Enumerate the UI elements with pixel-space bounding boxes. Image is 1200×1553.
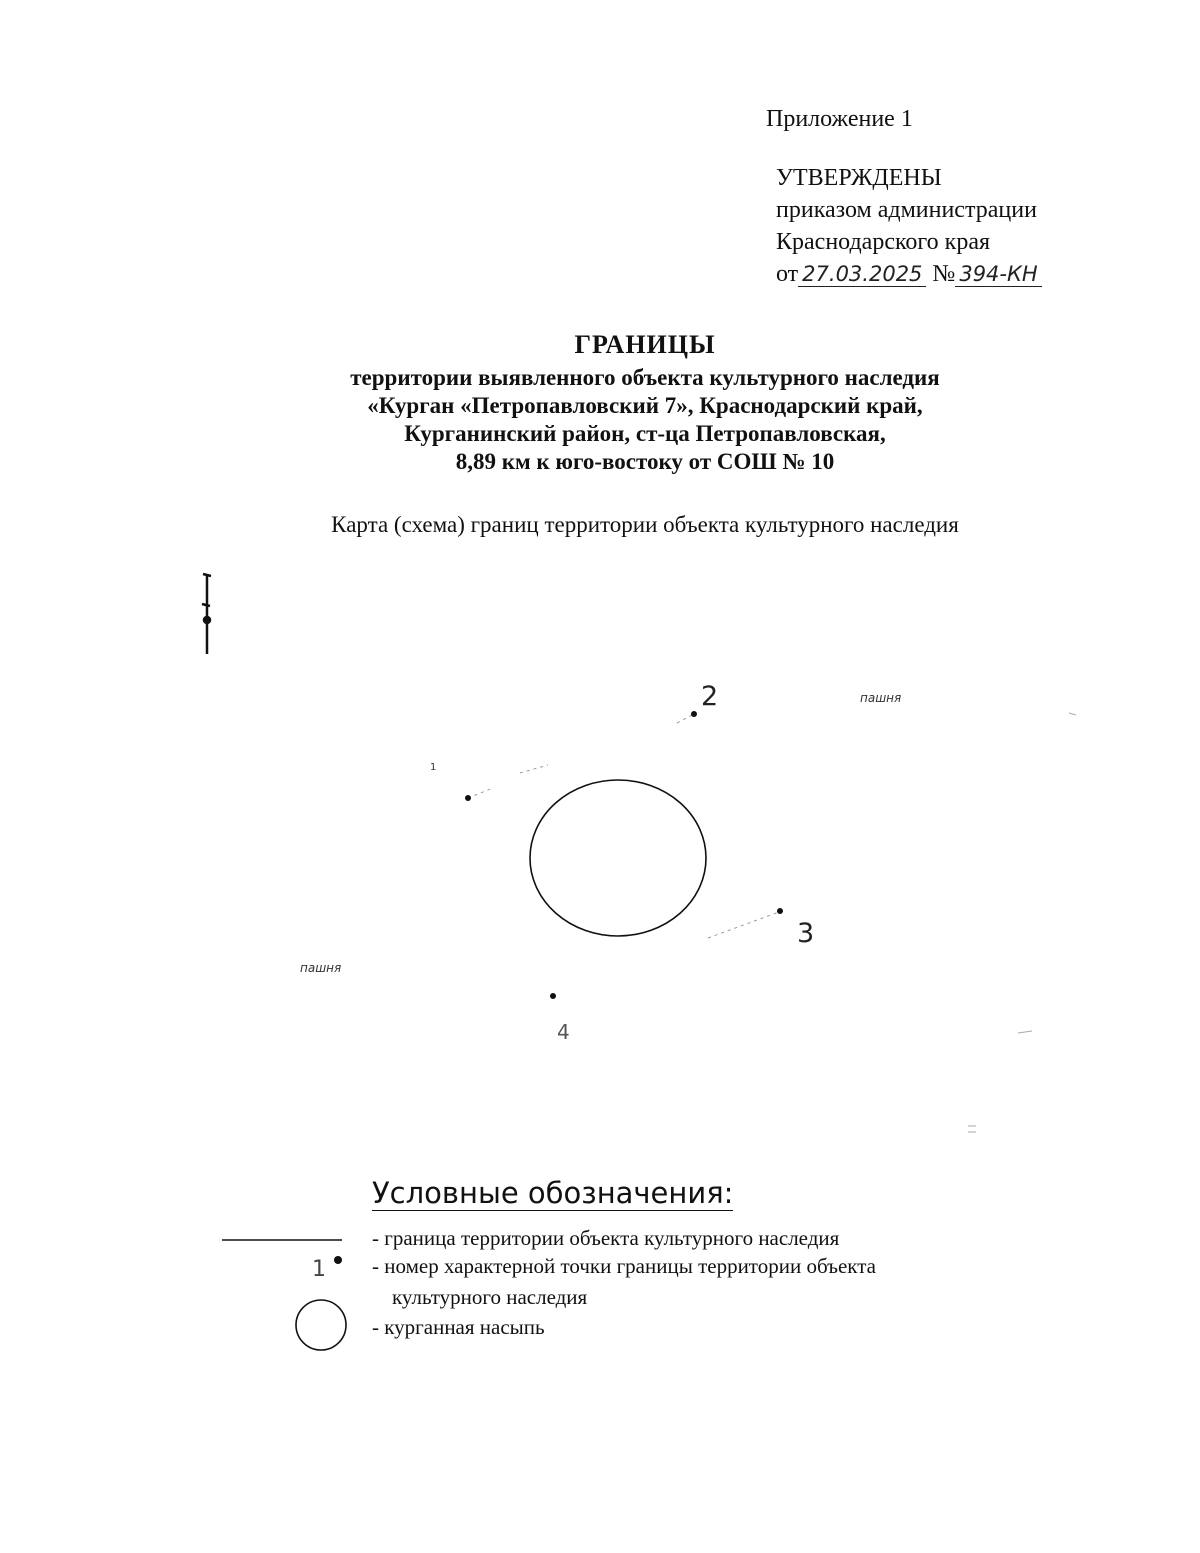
legend-item-point-cont: культурного наследия <box>392 1285 588 1309</box>
legend-item-point: - номер характерной точки границы территории объекта <box>372 1254 876 1278</box>
point-label-1: 1 <box>430 762 437 773</box>
point-label-4: 4 <box>557 1020 570 1044</box>
date-prefix: от <box>776 261 799 287</box>
subtitle-line-3: Курганинский район, ст-ца Петропавловская, <box>404 421 886 446</box>
page-title: ГРАНИЦЫ <box>574 330 716 359</box>
handwritten-number: 394-КН <box>955 262 1041 287</box>
legend-item-boundary: - граница территории объекта культурного наследия <box>372 1226 840 1250</box>
land-label-northeast: пашня <box>860 691 902 705</box>
legend-point-symbol <box>334 1256 342 1264</box>
legend-item-mound: - курганная насыпь <box>372 1315 545 1339</box>
handwritten-date: 27.03.2025 <box>798 262 926 287</box>
approval-block <box>776 162 1042 290</box>
legend-symbols <box>0 1215 400 1365</box>
legend-title-text: Условные обозначения: <box>372 1176 734 1210</box>
north-arrow-icon <box>202 574 211 654</box>
legend-point-number: 1 <box>312 1257 326 1282</box>
approval-line-1: приказом администрации <box>776 197 1037 223</box>
point-label-2: 2 <box>701 681 719 712</box>
point-label-3: 3 <box>797 918 815 949</box>
approval-line-2: Краснодарского края <box>776 229 991 255</box>
appendix-label: Приложение 1 <box>766 106 913 132</box>
boundary-line <box>468 714 779 938</box>
scan-artifact <box>968 713 1076 1132</box>
boundary-map <box>0 560 1200 1180</box>
subtitle-line-2: «Курган «Петропавловский 7», Краснодарский край, <box>367 393 923 418</box>
approved-heading: УТВЕРЖДЕНЫ <box>776 165 942 191</box>
number-prefix: № <box>932 261 956 287</box>
boundary-point-3 <box>777 908 783 914</box>
burial-mound <box>530 780 706 936</box>
legend-mound-symbol <box>296 1300 346 1350</box>
boundary-point-2 <box>691 711 697 717</box>
legend-title <box>372 1176 733 1210</box>
approval-date-line <box>776 258 1042 290</box>
title-block <box>0 330 1200 476</box>
boundary-point-1 <box>465 795 471 801</box>
subtitle-line-1: территории выявленного объекта культурного наследия <box>350 365 940 390</box>
subtitle-line-4: 8,89 км к юго-востоку от СОШ № 10 <box>455 449 835 474</box>
map-caption: Карта (схема) границ территории объекта культурного наследия <box>331 512 959 537</box>
boundary-point-4 <box>550 993 556 999</box>
land-label-southwest: пашня <box>300 961 342 975</box>
